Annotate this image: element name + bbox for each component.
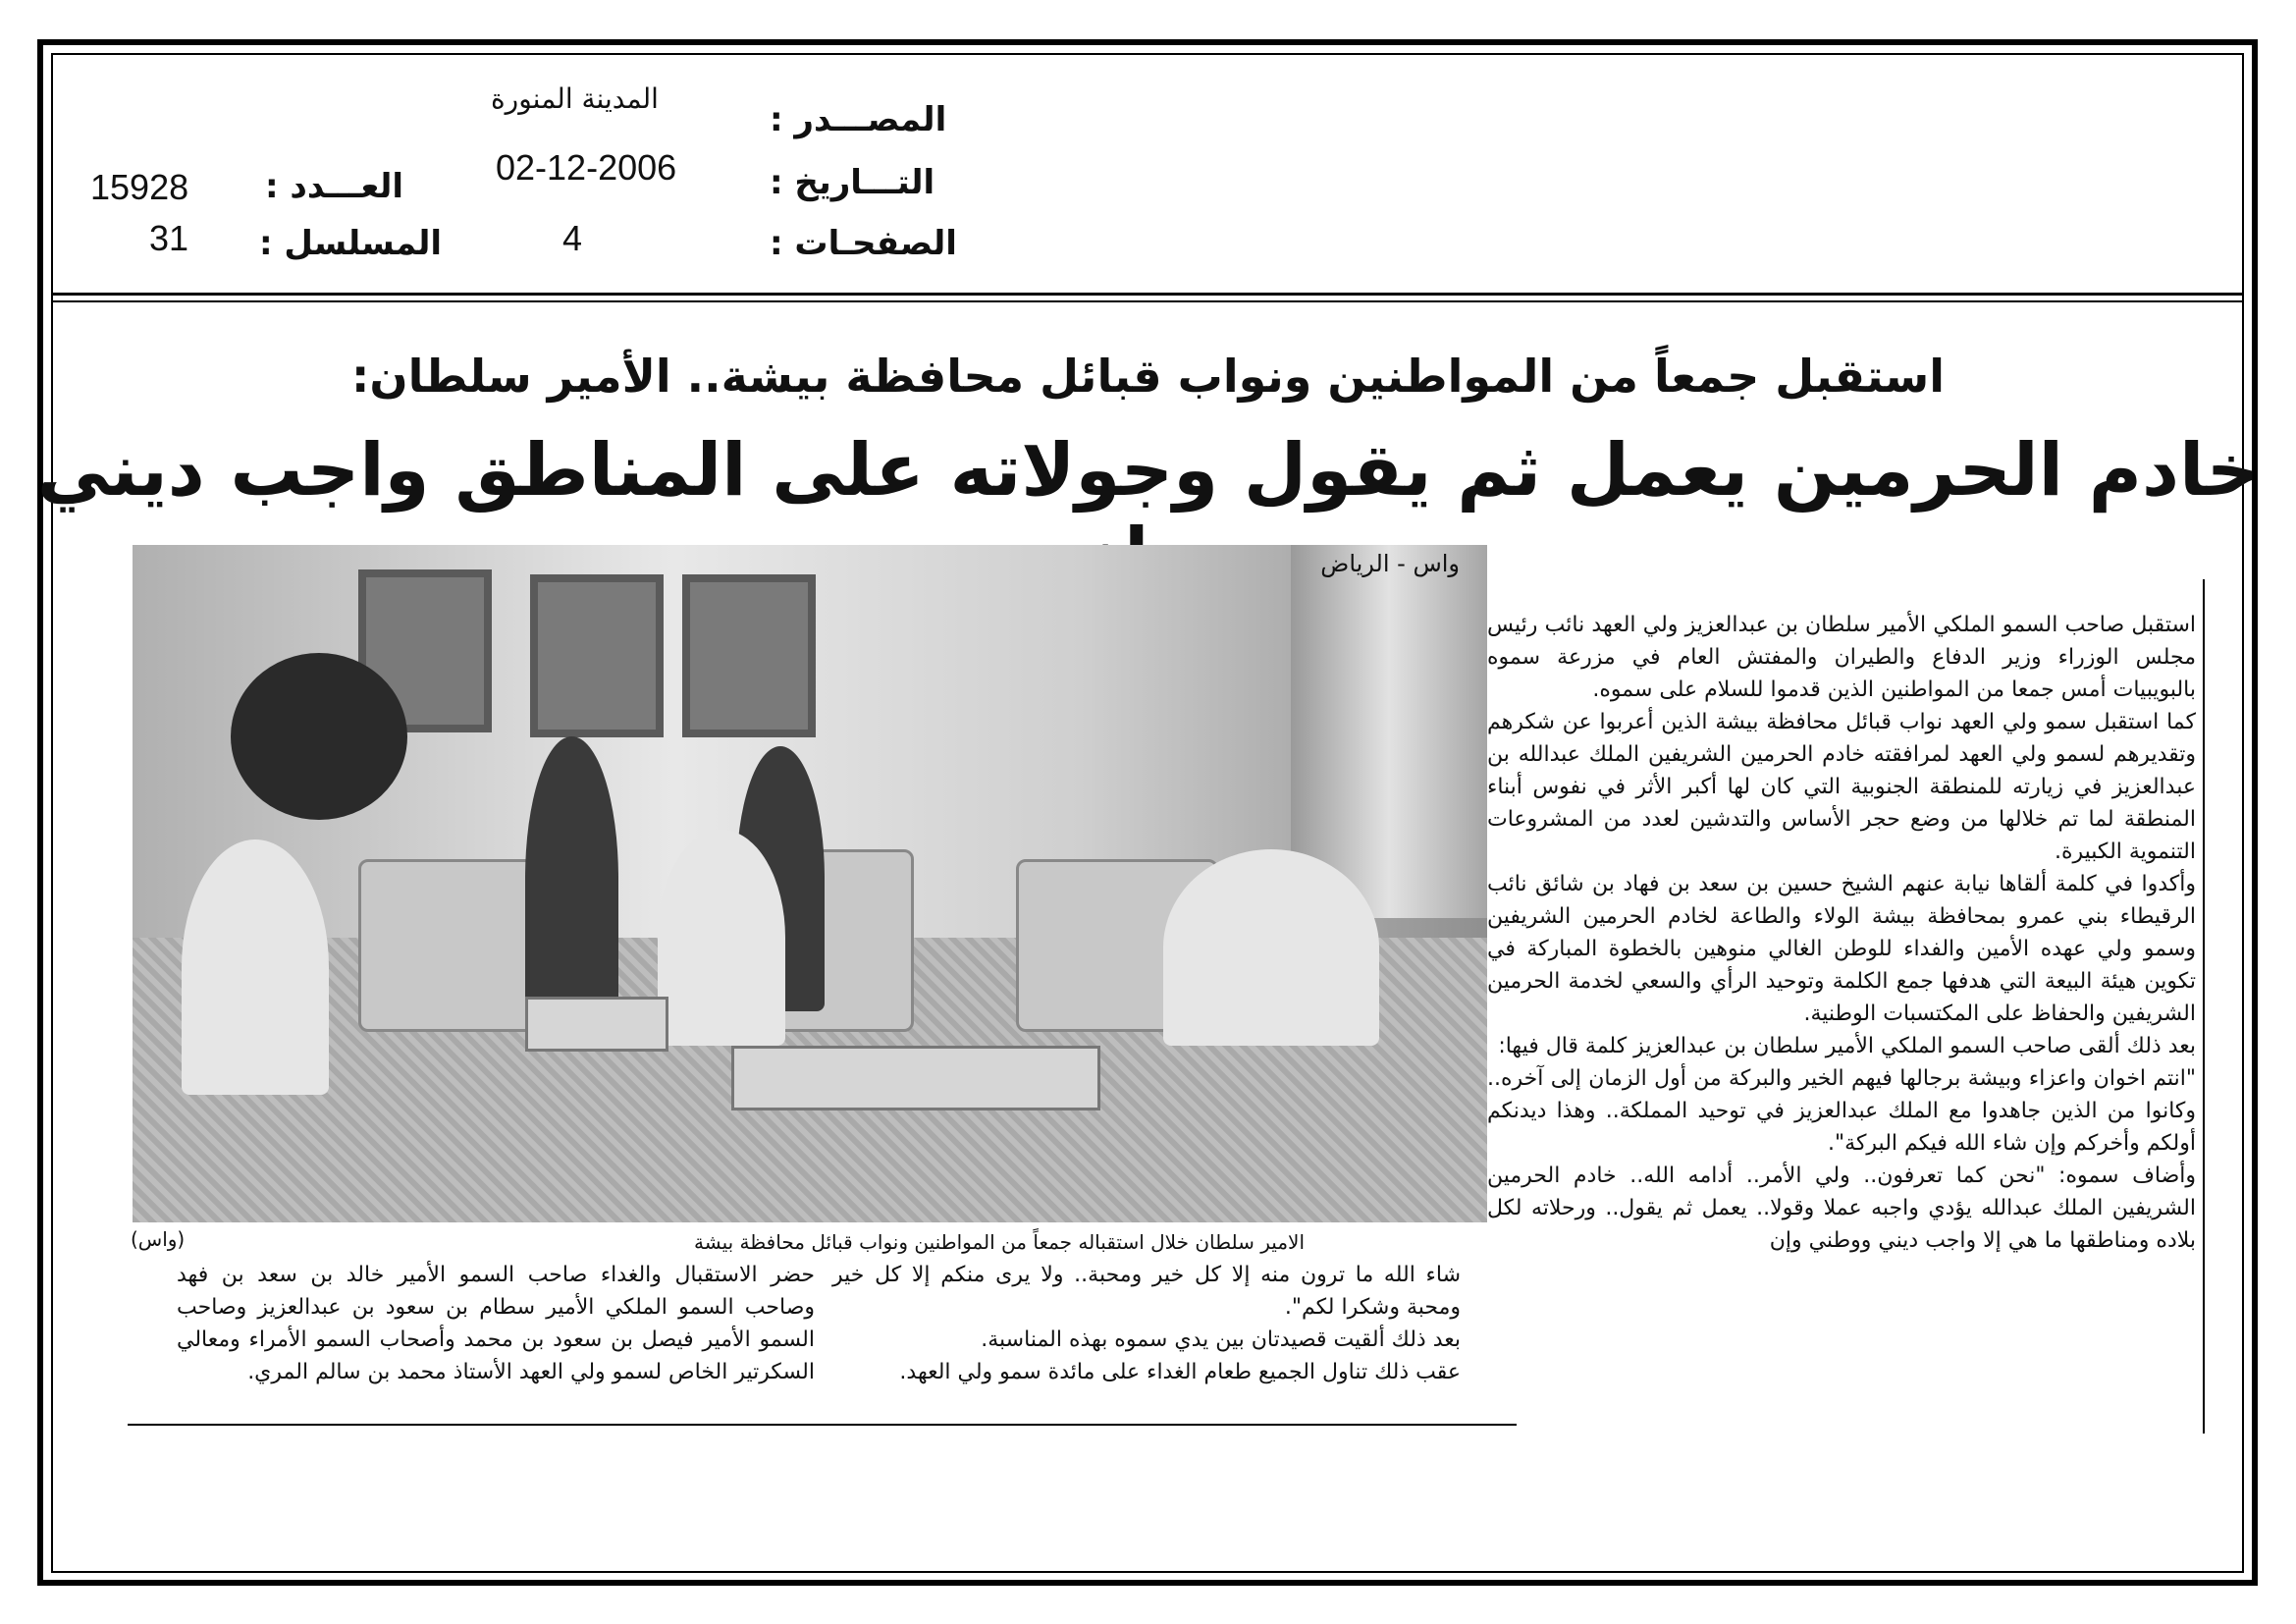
paragraph: كما استقبل سمو ولي العهد نواب قبائل محافظة بيشة الذين أعربوا عن شكرهم وتقديرهم لسمو ولي العهد لمرافقته خادم الحرمين الشريفين الملك عبدالله بن عبدالعزيز في زيارته للمنطقة الجنوبية التي كان لها أكبر الأثر في نفوس أبناء المنطقة لما تم خلالها من وضع حجر الأساس والتدشين لعدد من المشروعات التنموية الكبيرة. <box>1487 710 2196 864</box>
serial-value: 31 <box>149 218 189 258</box>
pages-value: 4 <box>562 218 583 258</box>
date-label: التـــاريخ : <box>770 163 935 202</box>
article-right-column <box>1487 609 2196 1257</box>
paragraph: "انتم اخوان واعزاء وبيشة برجالها فيهم الخير والبركة من أول الزمان إلى آخره.. وكانوا من الذين جاهدوا مع الملك عبدالعزيز في توحيد المملكة.. وهذا ديدنكم أولكم وأخركم وإن شاء الله فيكم البركة". <box>1487 1066 2196 1156</box>
photo-plant <box>231 653 407 820</box>
paragraph: استقبل صاحب السمو الملكي الأمير سلطان بن عبدالعزيز ولي العهد نائب رئيس مجلس الوزراء وزير الدفاع والطيران والمفتش العام في مزرعة سموه بالبويبيات أمس جمعا من المواطنين الذين قدموا للسلام على سموه. <box>1487 613 2196 702</box>
photo-seated-figure-2 <box>658 830 785 1046</box>
paragraph: عقب ذلك تناول الجميع طعام الغداء على مائدة سمو ولي العهد. <box>899 1360 1461 1384</box>
photo-portrait-3 <box>682 574 816 737</box>
date-value: 02-12-2006 <box>496 147 677 188</box>
paragraph: وأكدوا في كلمة ألقاها نيابة عنهم الشيخ حسين بن سعد بن فهاد بن شائق نائب الرقيطاء بني عمرو بمحافظة بيشة الولاء والطاعة لخادم الحرمين الشريفين وسمو ولي عهده الأمين والفداء للوطن الغالي منوهين بالخطوة المباركة في تكوين هيئة البيعة التي هدفها جمع الكلمة وتوحيد الرأي والسعي لخدمة الحرمين الشريفين والحفاظ على المكتسبات الوطنية. <box>1487 872 2196 1026</box>
column-rule <box>2203 579 2205 1434</box>
header-divider <box>51 293 2244 296</box>
source-label: المصـــدر : <box>770 100 947 139</box>
issue-value: 15928 <box>90 167 189 207</box>
photo-side-table <box>525 997 668 1052</box>
paragraph: بعد ذلك ألقى صاحب السمو الملكي الأمير سلطان بن عبدالعزيز كلمة قال فيها: <box>1498 1034 2196 1058</box>
photo-portrait-2 <box>530 574 664 737</box>
paragraph: حضر الاستقبال والغداء صاحب السمو الأمير خالد بن سعد بن فهد وصاحب السمو الملكي الأمير سطام بن سعود بن عبدالعزيز وصاحب السمو الأمير فيصل بن سعود بن محمد وأصحاب السمو الأمراء ومعالي السكرتير الخاص لسمو ولي العهد الأستاذ محمد بن سالم المري. <box>177 1263 815 1384</box>
photo-caption: الامير سلطان خلال استقباله جمعاً من المواطنين ونواب قبائل محافظة بيشة <box>694 1230 1305 1254</box>
photo-coffee-table <box>731 1046 1100 1110</box>
article-left-column <box>177 1259 815 1388</box>
header-divider-thin <box>51 300 2244 302</box>
issue-label: العـــدد : <box>265 167 403 206</box>
article-bottom-rule <box>128 1424 1517 1426</box>
article-photo <box>133 545 1487 1222</box>
photo-chair-1 <box>358 859 541 1032</box>
paragraph: وأضاف سموه: "نحن كما تعرفون.. ولي الأمر.. أدامه الله.. خادم الحرمين الشريفين الملك عبدالله يؤدي واجبه عملا وقولا.. يعمل ثم يقول.. ورحلاته لكل بلاده ومناطقها ما هي إلا واجب ديني ووطني وإن <box>1487 1164 2196 1253</box>
photo-seated-group <box>1163 849 1379 1046</box>
paragraph: شاء الله ما ترون منه إلا كل خير ومحبة.. ولا يرى منكم إلا كل خير ومحبة وشكرا لكم". <box>832 1263 1461 1320</box>
article-middle-column <box>832 1259 1461 1388</box>
photo-standing-figure-1 <box>525 736 618 1021</box>
article-dateline: واس - الرياض <box>1320 550 1460 577</box>
article-subheadline: استقبل جمعاً من المواطنين ونواب قبائل محافظة بيشة.. الأمير سلطان: <box>350 350 1945 403</box>
source-value: المدينة المنورة <box>491 82 659 115</box>
serial-label: المسلسل : <box>259 224 443 263</box>
article-headline: خادم الحرمين يعمل ثم يقول وجولاته على المناطق واجب ديني <box>36 428 2260 513</box>
photo-seated-figure-1 <box>182 839 329 1095</box>
paragraph: بعد ذلك ألقيت قصيدتان بين يدي سموه بهذه المناسبة. <box>981 1327 1461 1352</box>
photo-credit: (واس) <box>131 1227 186 1251</box>
pages-label: الصفحـات : <box>770 224 957 263</box>
